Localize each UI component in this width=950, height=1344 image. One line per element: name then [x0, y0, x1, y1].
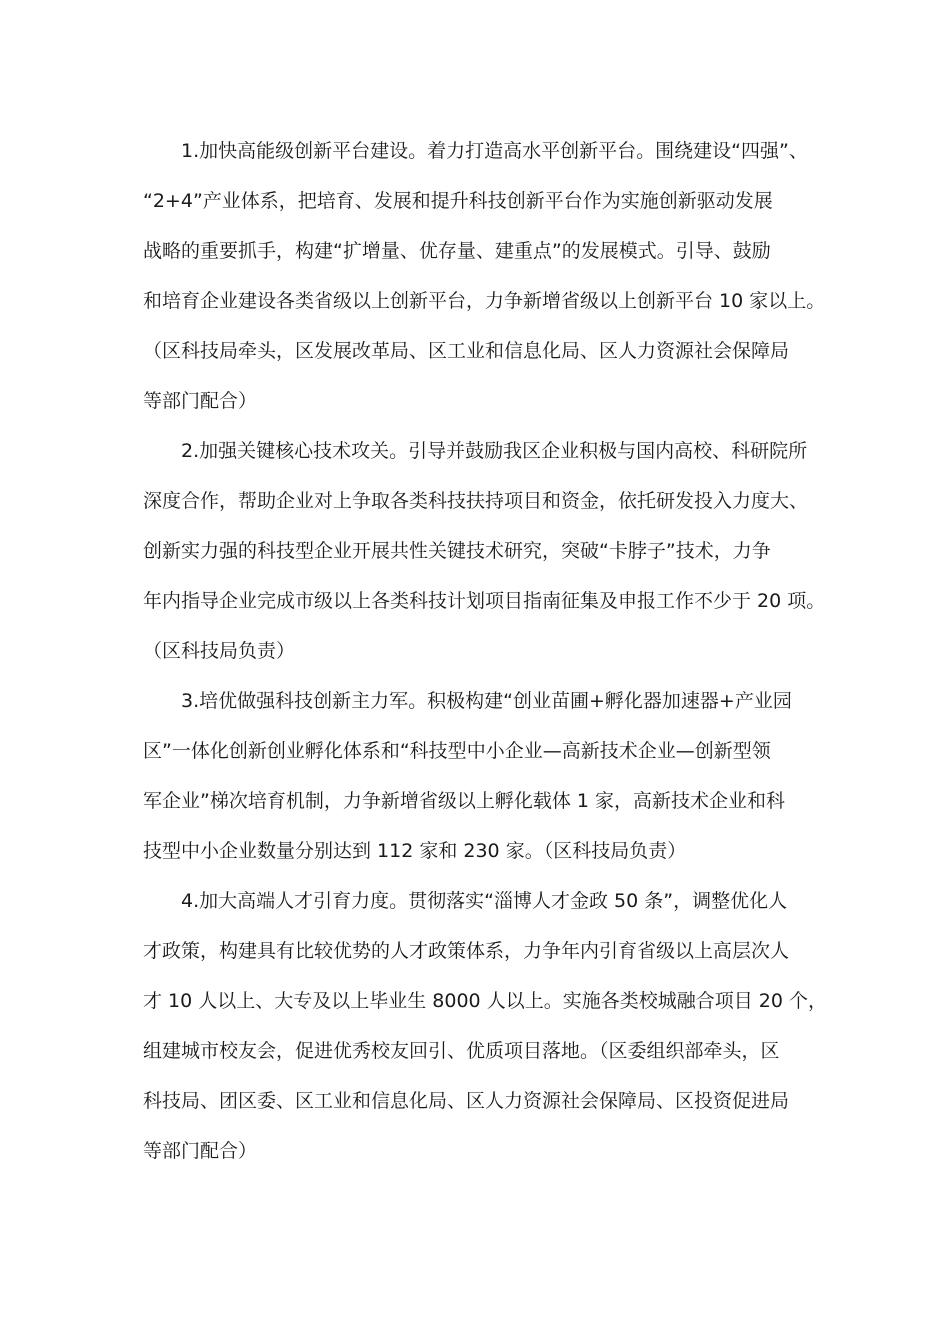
paragraph-line: 区”一体化创新创业孵化体系和“科技型中小企业—高新技术企业—创新型领	[143, 740, 771, 762]
paragraph-talent-recruitment	[143, 876, 827, 1176]
paragraph-line: 才 10 人以上、大专及以上毕业生 8000 人以上。实施各类校城融合项目 20 个，	[143, 990, 827, 1012]
document-body	[143, 126, 827, 1176]
paragraph-line: 才政策，构建具有比较优势的人才政策体系，力争年内引育省级以上高层次人	[143, 940, 790, 962]
paragraph-innovation-platform	[143, 126, 826, 426]
paragraph-line: “2+4”产业体系，把培育、发展和提升科技创新平台作为实施创新驱动发展	[143, 190, 773, 212]
paragraph-line: 战略的重要抓手，构建“扩增量、优存量、建重点”的发展模式。引导、鼓励	[143, 240, 771, 262]
paragraph-tech-enterprises	[143, 676, 823, 876]
paragraph-line: 科技局、团区委、区工业和信息化局、区人力资源社会保障局、区投资促进局	[143, 1090, 790, 1112]
paragraph-line: 年内指导企业完成市级以上各类科技计划项目指南征集及申报工作不少于 20 项。	[143, 590, 826, 612]
paragraph-line: 等部门配合）	[143, 1140, 258, 1162]
paragraph-line: 军企业”梯次培育机制，力争新增省级以上孵化载体 1 家，高新技术企业和科	[143, 790, 786, 812]
paragraph-line: （区科技局牵头，区发展改革局、区工业和信息化局、区人力资源社会保障局	[143, 340, 790, 362]
paragraph-line: 技型中小企业数量分别达到 112 家和 230 家。（区科技局负责）	[143, 840, 687, 862]
paragraph-line: 等部门配合）	[143, 390, 258, 412]
paragraph-line: 1.加快高能级创新平台建设。着力打造高水平创新平台。围绕建设“四强”、	[181, 140, 808, 162]
paragraph-line: 创新实力强的科技型企业开展共性关键技术研究，突破“卡脖子”技术，力争	[143, 540, 771, 562]
paragraph-line: 深度合作，帮助企业对上争取各类科技扶持项目和资金，依托研发投入力度大、	[143, 490, 809, 512]
paragraph-line: （区科技局负责）	[143, 640, 296, 662]
paragraph-line: 2.加强关键核心技术攻关。引导并鼓励我区企业积极与国内高校、科研院所	[181, 440, 808, 462]
paragraph-line: 组建城市校友会，促进优秀校友回引、优质项目落地。（区委组织部牵头，区	[143, 1040, 780, 1062]
paragraph-line: 和培育企业建设各类省级以上创新平台，力争新增省级以上创新平台 10 家以上。	[143, 290, 826, 312]
paragraph-line: 4.加大高端人才引育力度。贯彻落实“淄博人才金政 50 条”，调整优化人	[181, 890, 788, 912]
paragraph-line: 3.培优做强科技创新主力军。积极构建“创业苗圃+孵化器加速器+产业园	[181, 690, 792, 712]
paragraph-key-technology	[143, 426, 826, 676]
